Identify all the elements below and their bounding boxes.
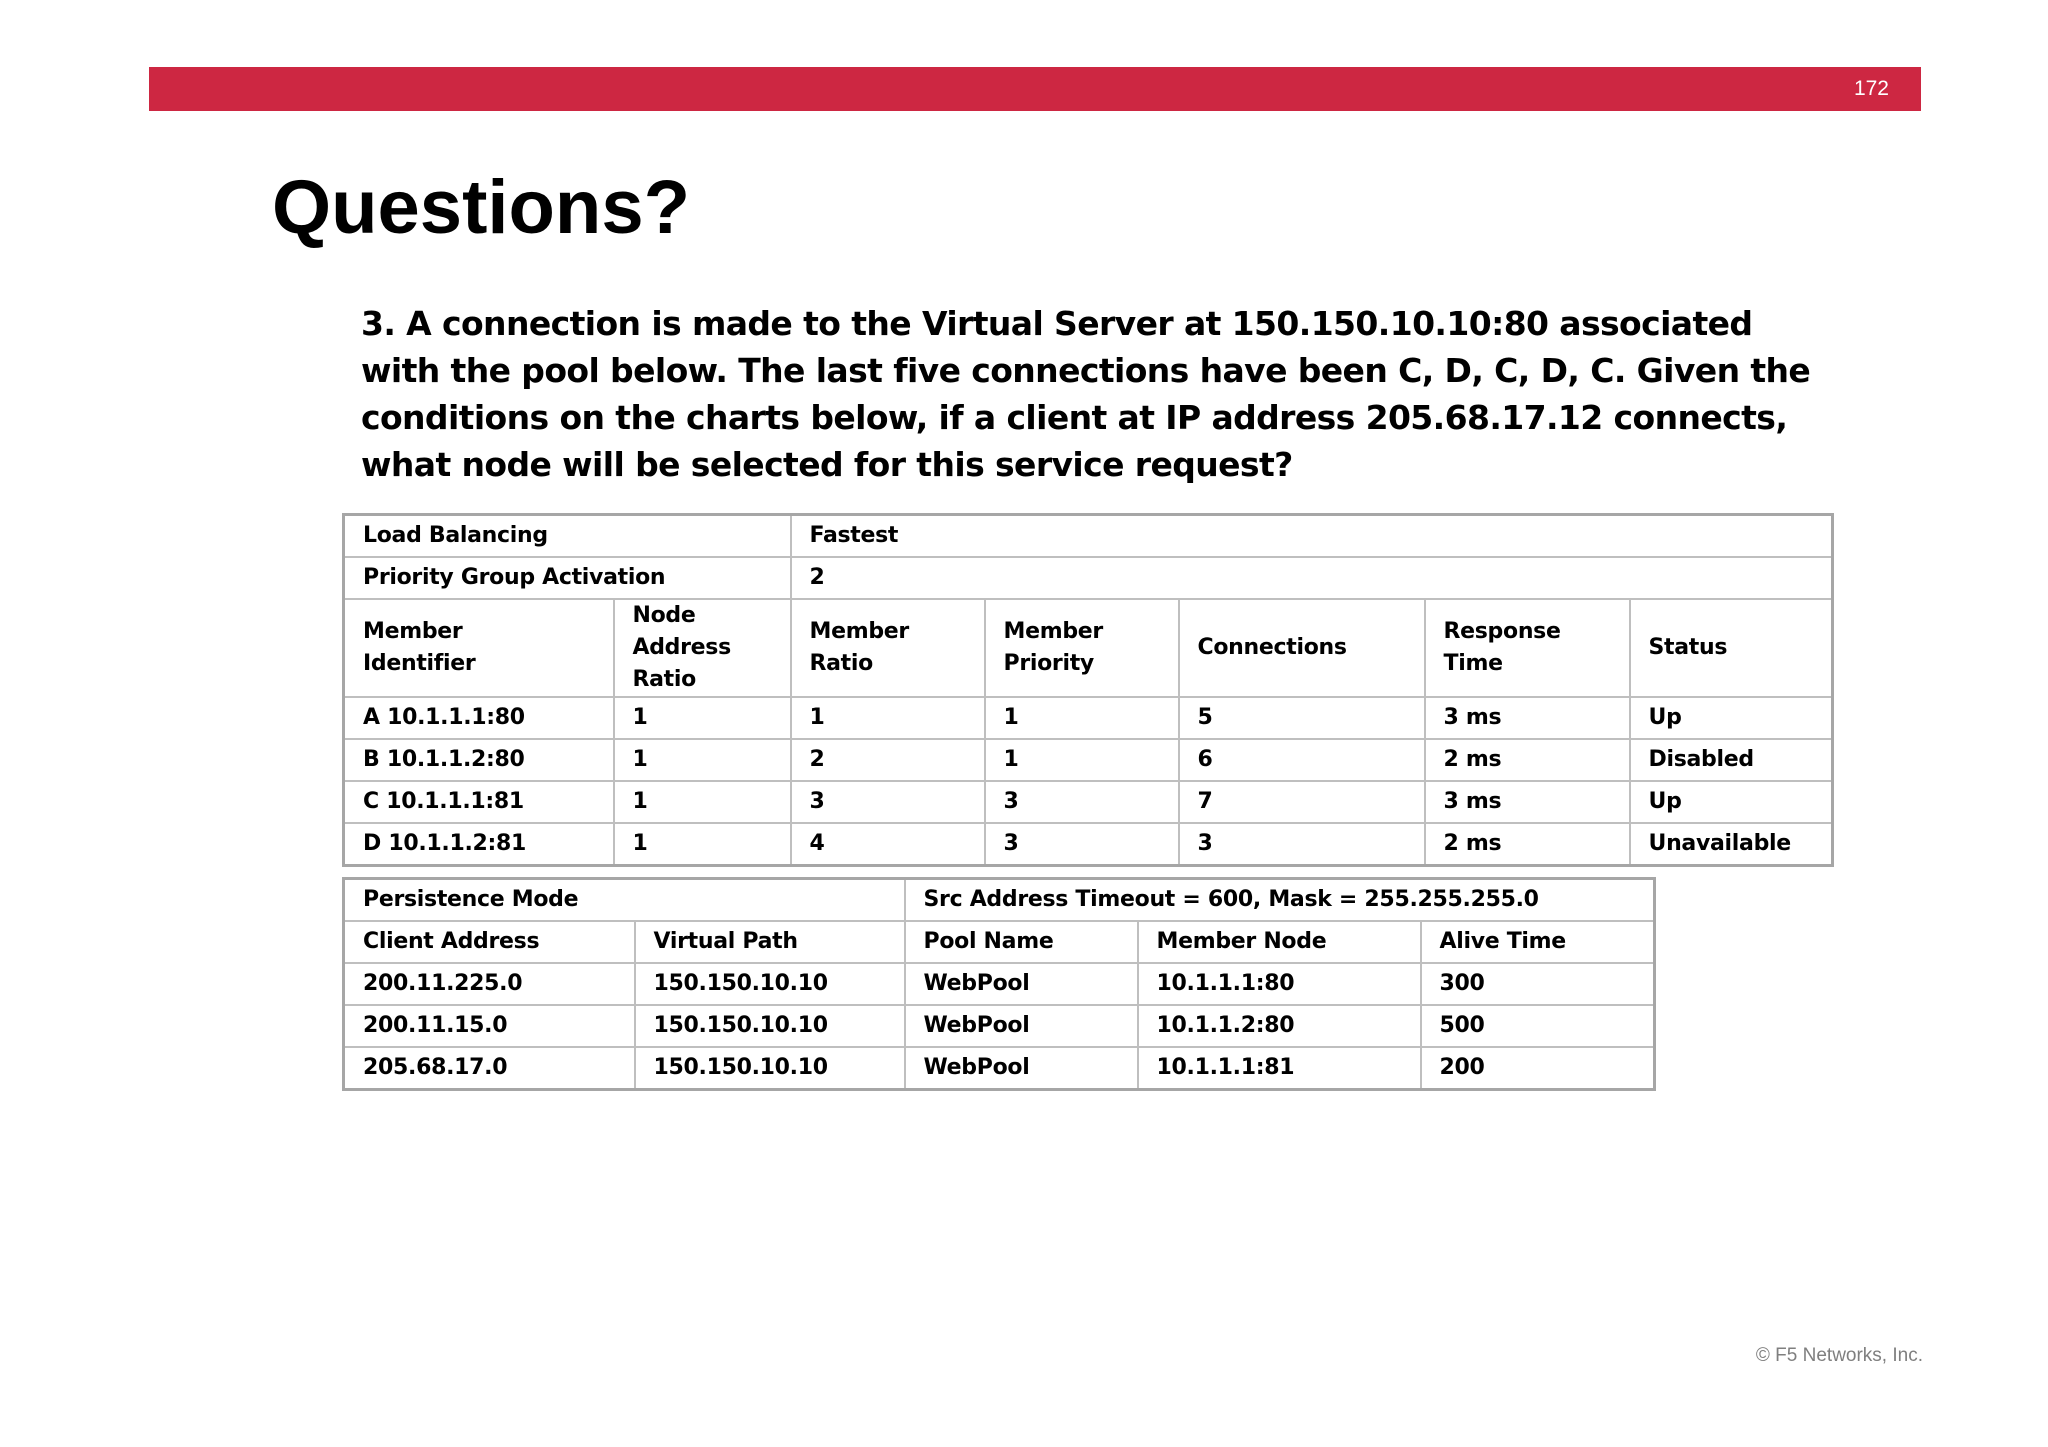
priority-group-value: 2: [791, 557, 1833, 599]
copyright: © F5 Networks, Inc.: [1755, 1345, 1923, 1366]
node-cell: 10.1.1.1:81: [1138, 1047, 1421, 1090]
table-header-row: [344, 921, 1655, 963]
node-cell: 10.1.1.2:80: [1138, 1005, 1421, 1047]
status-cell: Unavailable: [1630, 823, 1833, 866]
alive-cell: 200: [1421, 1047, 1655, 1090]
priority-cell: 1: [985, 697, 1179, 739]
persistence-mode-label: Persistence Mode: [344, 879, 905, 922]
node-ratio-cell: 1: [614, 781, 791, 823]
priority-cell: 3: [985, 823, 1179, 866]
vpath-cell: 150.150.10.10: [635, 1005, 905, 1047]
member-cell: A 10.1.1.1:80: [344, 697, 614, 739]
column-header: Member Node: [1138, 921, 1421, 963]
table-row: [344, 1005, 1655, 1047]
priority-group-label: Priority Group Activation: [344, 557, 791, 599]
response-cell: 2 ms: [1425, 739, 1630, 781]
column-header: Member Identifier: [344, 599, 614, 697]
response-cell: 3 ms: [1425, 697, 1630, 739]
page-number: 172: [1853, 77, 1889, 100]
vpath-cell: 150.150.10.10: [635, 1047, 905, 1090]
member-ratio-cell: 3: [791, 781, 985, 823]
column-header: Node Address Ratio: [614, 599, 791, 697]
member-cell: D 10.1.1.2:81: [344, 823, 614, 866]
node-ratio-cell: 1: [614, 697, 791, 739]
table-row: [344, 823, 1833, 866]
table-row: [344, 515, 1833, 558]
table-row: [344, 1047, 1655, 1090]
column-header: Alive Time: [1421, 921, 1655, 963]
table-row: [344, 557, 1833, 599]
node-ratio-cell: 1: [614, 823, 791, 866]
column-header: Pool Name: [905, 921, 1138, 963]
persistence-table: [342, 877, 1656, 1091]
member-cell: C 10.1.1.1:81: [344, 781, 614, 823]
table-row: [344, 697, 1833, 739]
column-header: Response Time: [1425, 599, 1630, 697]
node-cell: 10.1.1.1:80: [1138, 963, 1421, 1005]
priority-cell: 1: [985, 739, 1179, 781]
table-header-row: [344, 599, 1833, 697]
table-row: [344, 739, 1833, 781]
connections-cell: 5: [1179, 697, 1425, 739]
connections-cell: 6: [1179, 739, 1425, 781]
load-balancing-value: Fastest: [791, 515, 1833, 558]
slide-title: Questions?: [272, 165, 691, 250]
member-cell: B 10.1.1.2:80: [344, 739, 614, 781]
pool-cell: WebPool: [905, 1005, 1138, 1047]
client-cell: 205.68.17.0: [344, 1047, 635, 1090]
column-header: Member Priority: [985, 599, 1179, 697]
load-balancing-label: Load Balancing: [344, 515, 791, 558]
table-row: [344, 879, 1655, 922]
member-ratio-cell: 1: [791, 697, 985, 739]
persistence-mode-value: Src Address Timeout = 600, Mask = 255.255.255.0: [905, 879, 1655, 922]
response-cell: 3 ms: [1425, 781, 1630, 823]
pool-cell: WebPool: [905, 1047, 1138, 1090]
response-cell: 2 ms: [1425, 823, 1630, 866]
table-row: [344, 781, 1833, 823]
table-row: [344, 963, 1655, 1005]
column-header: Member Ratio: [791, 599, 985, 697]
pool-cell: WebPool: [905, 963, 1138, 1005]
vpath-cell: 150.150.10.10: [635, 963, 905, 1005]
status-cell: Up: [1630, 781, 1833, 823]
priority-cell: 3: [985, 781, 1179, 823]
column-header: Status: [1630, 599, 1833, 697]
alive-cell: 300: [1421, 963, 1655, 1005]
header-banner: [149, 67, 1921, 111]
connections-cell: 3: [1179, 823, 1425, 866]
node-ratio-cell: 1: [614, 739, 791, 781]
member-ratio-cell: 2: [791, 739, 985, 781]
column-header: Virtual Path: [635, 921, 905, 963]
pool-table: [342, 513, 1834, 867]
member-ratio-cell: 4: [791, 823, 985, 866]
client-cell: 200.11.15.0: [344, 1005, 635, 1047]
column-header: Client Address: [344, 921, 635, 963]
client-cell: 200.11.225.0: [344, 963, 635, 1005]
column-header: Connections: [1179, 599, 1425, 697]
status-cell: Disabled: [1630, 739, 1833, 781]
connections-cell: 7: [1179, 781, 1425, 823]
alive-cell: 500: [1421, 1005, 1655, 1047]
status-cell: Up: [1630, 697, 1833, 739]
question-text: 3. A connection is made to the Virtual Server at 150.150.10.10:80 associated with the pool below. The last five connections have been C, D, C, D, C. Given the conditions on the charts below, if a client at IP address 205.68.17.12 connects, what node will be selected for this service request?: [361, 304, 1811, 484]
